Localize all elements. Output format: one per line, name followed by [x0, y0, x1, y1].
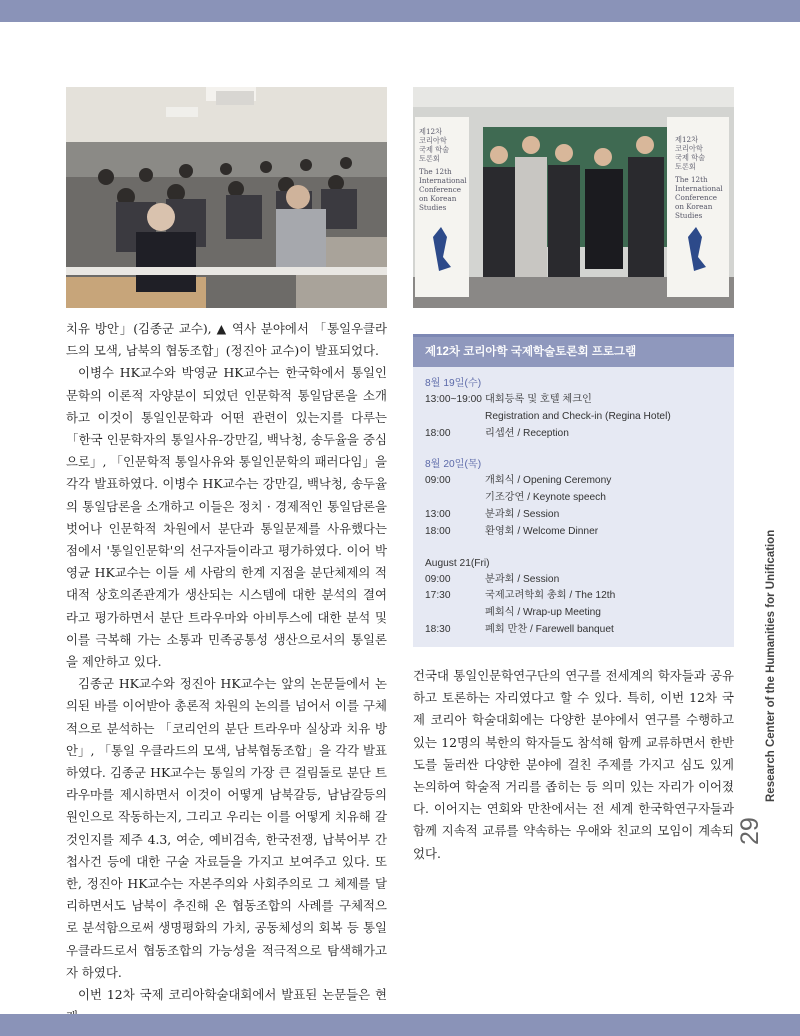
program-event [413, 409, 734, 426]
event-time: 18:00 [425, 427, 451, 439]
event-desc: 분과회 / Session [485, 573, 560, 585]
program-event [413, 588, 734, 605]
event-desc: 국제고려학회 총회 / The 12th [485, 590, 616, 602]
event-desc: 대회등록 및 호텔 체크인 [485, 394, 592, 405]
banner-left-line: 토론회 [419, 154, 440, 163]
event-desc: 폐회 만찬 / Farewell banquet [485, 623, 614, 635]
page-number: 29 [736, 817, 764, 845]
event-time [413, 409, 485, 426]
banner-right-line: 국제 학술 [675, 153, 706, 162]
event-desc: Registration and Check-in (Regina Hotel) [485, 410, 671, 422]
program-event [413, 426, 734, 443]
event-time: 09:00 [425, 475, 451, 487]
side-label [736, 529, 794, 870]
banner-right-line: The 12th [675, 175, 708, 184]
photo-group [413, 87, 734, 308]
program-title: 제12차 코리아학 국제학술토론회 프로그램 [413, 337, 734, 367]
banner-left-line: 국제 학술 [419, 145, 450, 154]
event-desc: 폐회식 / Wrap-up Meeting [485, 607, 601, 619]
event-desc: 리셉션 / Reception [485, 427, 569, 439]
article-right-column [413, 665, 734, 865]
program-event [413, 622, 734, 639]
program-event [413, 473, 734, 490]
paragraph: 건국대 통일인문학연구단의 연구를 전세계의 학자들과 공유하고 토론하는 자리였다고 할 수 있다. 특히, 이번 12차 국제 코리아 학술대회에는 다양한 분야에서 연구를 수행하고 있는 12명의 북한의 학자들도 참석해 함께 교류하면서 한반도를 둘러싼 다양한 분야에 걸친 주제를 가지고 심도 있게 논의하여 학술적 거리를 좁히는 등 의미 있는 자리가 이어졌다. 이어지는 연회와 만찬에서는 전 세계 한국학연구자들과 함께 지속적 교류를 약속하는 우애와 친교의 모임이 계속되었다. [413, 668, 734, 861]
program-day-label: 8월 20일(목) [425, 459, 482, 471]
article-left-column [66, 318, 387, 1029]
program-day-label: August 21(Fri) [425, 557, 490, 569]
banner-right-line: Conference [675, 193, 717, 202]
program-day-label: 8월 19일(수) [425, 378, 482, 389]
program-event [413, 572, 734, 589]
program-day [413, 456, 734, 540]
banner-right-line: International [675, 184, 723, 193]
event-desc: 개회식 / Opening Ceremony [485, 475, 612, 487]
bottom-band [0, 1014, 800, 1036]
banner-left-line: Conference [419, 185, 461, 194]
event-time: 18:30 [425, 623, 451, 635]
banner-right-line: on Korean [675, 202, 713, 211]
program-day [413, 555, 734, 639]
event-time: 18:00 [425, 525, 451, 537]
paragraph: 김종군 HK교수와 정진아 HK교수는 앞의 논문들에서 논의된 바를 이어받아 총론적 차원의 논의를 넘어서 이를 구체적으로 분석하는 「코리언의 분단 트라우마 실상과 치유 방안」, 「통일 우클라드의 모색, 남북협동조합」을 각각 발표하였다. 김종군 HK교수는 통일의 가장 큰 걸림돌로 분단 트라우마를 제시하면서 이것이 어떻게 남북갈등, 남남갈등의 원인으로 작동하는지, 그리고 우리는 이를 어떻게 치유해 갈 것인지를 제주 4.3, 여순, 예비검속, 한국전쟁, 납북어부 간첩사건 등에 대한 구술 자료들을 가지고 보여주고 있다. 또한, 정진아 HK교수는 자본주의와 사회주의로 그 체제를 달리하면서도 남북이 추진해 온 협동조합의 사례를 구체적으로 분석함으로써 생명평화의 가치, 공동체성의 회복 등 통일 우클라드로서 협동조합의 가능성을 적극적으로 탐색해가고자 하였다. [66, 676, 387, 980]
event-desc: 환영회 / Welcome Dinner [485, 525, 599, 537]
paragraph: 치유 방안」(김종군 교수), ▲ 역사 분야에서 「통일우클라드의 모색, 남북의 협동조합」(정진아 교수)이 발표되었다. [66, 321, 387, 359]
banner-left-line: The 12th [419, 167, 452, 176]
program-day [413, 375, 734, 442]
banner-text-right [675, 135, 723, 220]
program-box [413, 334, 734, 647]
banner-left-line: International [419, 176, 467, 185]
program-event [413, 392, 734, 409]
banner-left-line: 코리아학 [419, 136, 447, 145]
event-time: 17:30 [425, 590, 451, 602]
event-time [413, 490, 485, 507]
banner-text-left [419, 127, 467, 212]
event-time: 13:00~19:00 [425, 394, 482, 405]
program-event [413, 524, 734, 541]
banner-right-line: Studies [675, 211, 703, 220]
top-band [0, 0, 800, 22]
program-event [413, 507, 734, 524]
paragraph: 이번 12차 국제 코리아학술대회에서 발표된 논문들은 현 [78, 987, 387, 1003]
organization-name: Research Center of the Humanities for Unification [765, 529, 777, 802]
banner-right-line: 토론회 [675, 162, 696, 171]
banner-left-line: 제12차 [419, 127, 443, 136]
event-desc: 기조강연 / Keynote speech [485, 492, 606, 504]
banner-right-line: 코리아학 [675, 144, 703, 153]
audience-illustration [66, 87, 387, 308]
paragraph: 이병수 HK교수와 박영균 HK교수는 한국학에서 통일인문학의 이론적 자양분이 되었던 인문학적 통일담론을 소개하고 이것이 통일인문학과 어떤 관련이 있는지를 다루는 「한국 인문학자의 통일사유-강만길, 백낙청, 송두율을 중심으로」, 「인문학적 통일사유와 통일인문학의 패러다임」을 각각 발표하였다. 이병수 HK교수는 강만길, 백낙청, 송두율의 통일담론을 소개하고 이들은 정치 · 경제적인 통일담론을 벗어나 인문학적 차원에서 분단과 통일문제를 사유했다는 점에서 '통일인문학'의 선구자들이라고 평가하였다. 이어 박영균 HK교수는 이들 세 사람의 한계 지점을 분단체제의 적대적 상호의존관계가 생산되는 시스템에 대한 분석의 결여라고 평가하면서 분단 트라우마와 아비투스에 대한 분석 및 이를 극복해 가는 소통과 민족공통성 생산으로서의 통일론을 제안하고 있다. [66, 365, 387, 670]
banner-left-line: on Korean [419, 194, 457, 203]
event-time: 13:00 [425, 508, 451, 520]
photo-audience [66, 87, 387, 308]
event-time [413, 605, 485, 622]
banner-left-line: Studies [419, 203, 447, 212]
event-desc: 분과회 / Session [485, 508, 560, 520]
program-event [413, 605, 734, 622]
banner-right-line: 제12차 [675, 135, 699, 144]
event-time: 09:00 [425, 573, 451, 585]
program-event [413, 490, 734, 507]
